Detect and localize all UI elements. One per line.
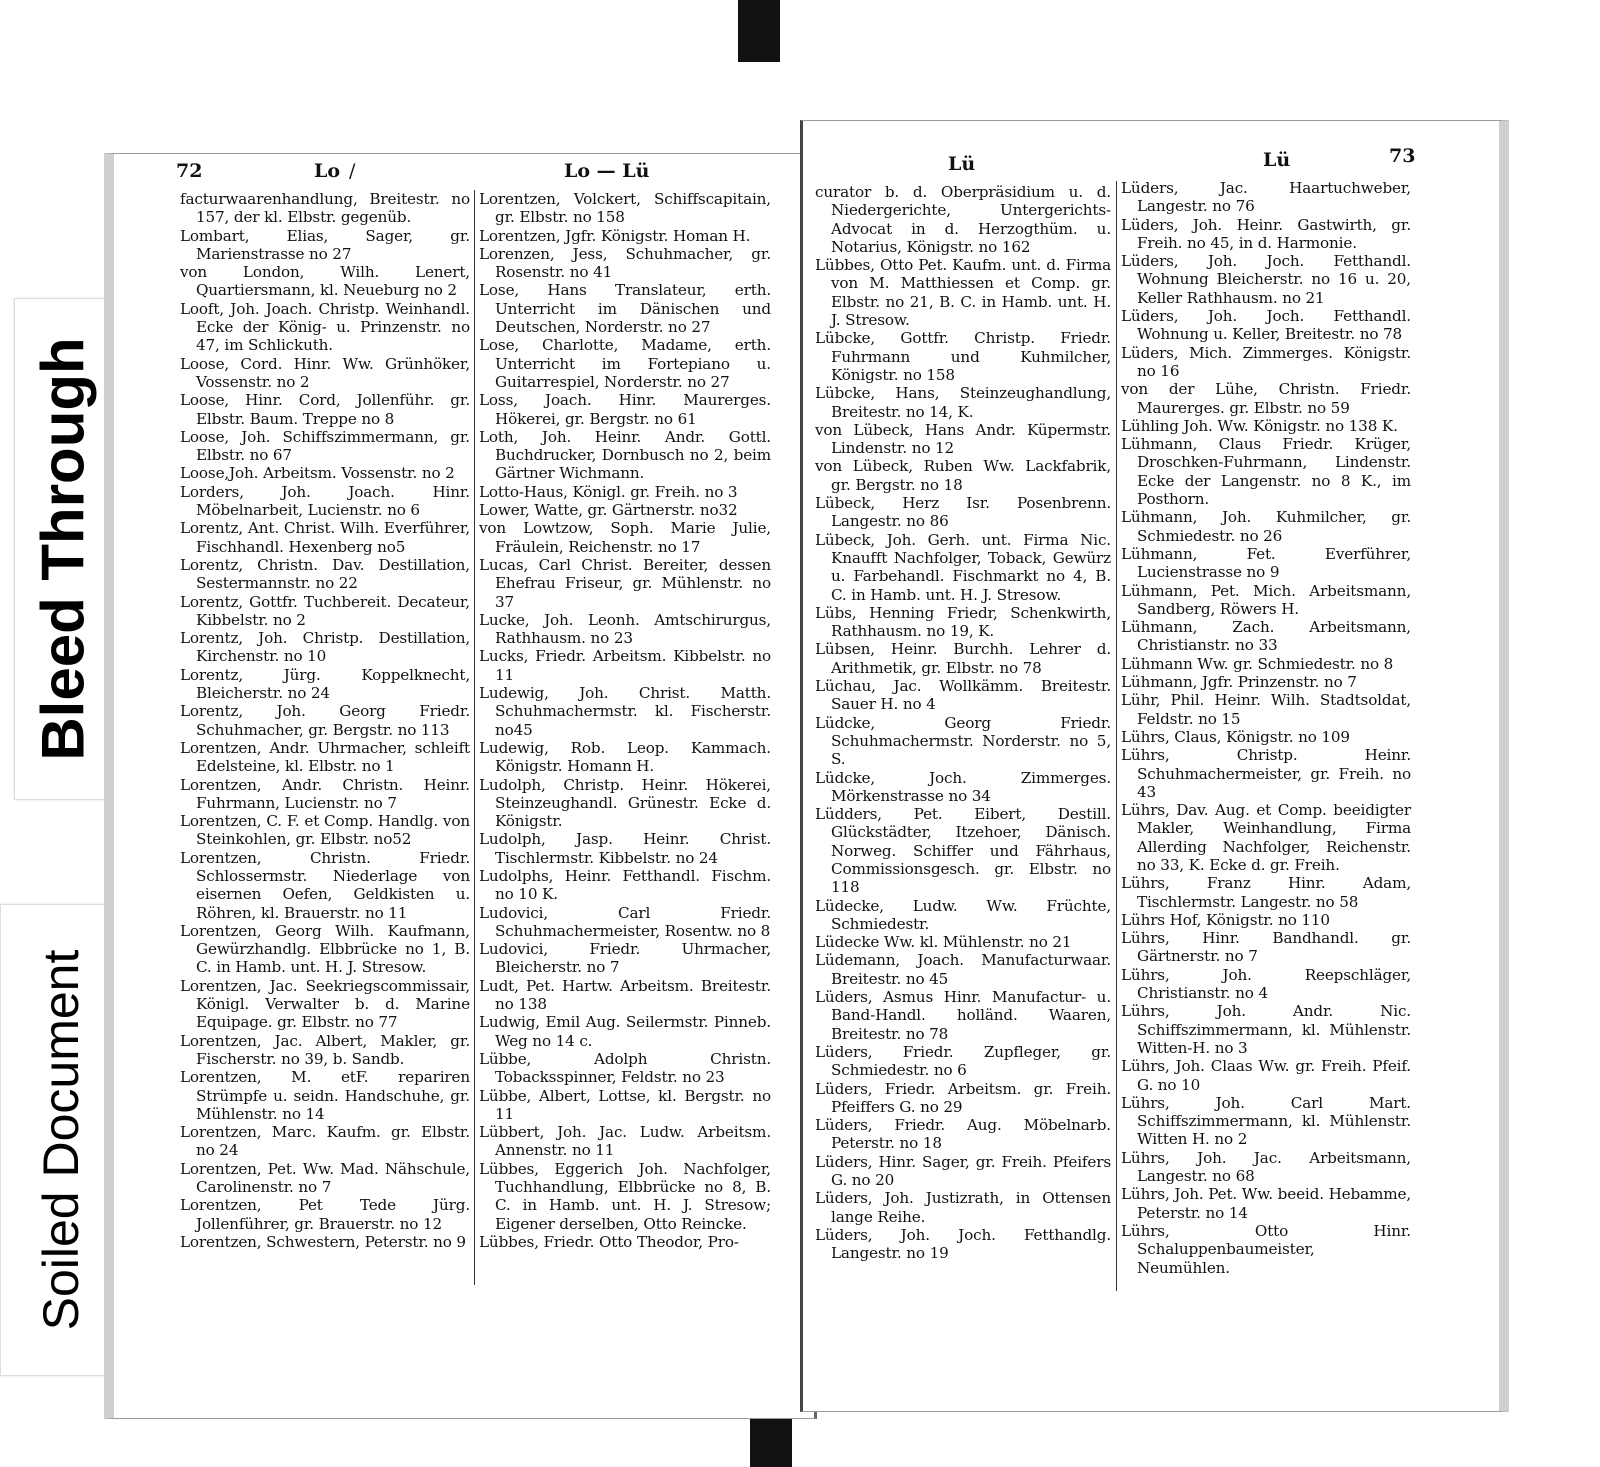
directory-entry: Lorentz, Christn. Dav. Destillation, Sestermannstr. no 22 <box>180 555 470 593</box>
directory-entry: Ludolph, Christp. Heinr. Hökerei, Steinzeughandl. Grünestr. Ecke d. Königstr. <box>479 775 771 831</box>
directory-entry: von der Lühe, Christn. Friedr. Maurerges. gr. Elbstr. no 59 <box>1121 380 1411 417</box>
directory-entry: Lower, Watte, gr. Gärtnerstr. no32 <box>479 501 738 520</box>
left-page-column-2 <box>479 190 771 1251</box>
directory-entry: Lucks, Friedr. Arbeitsm. Kibbelstr. no 11 <box>479 647 771 684</box>
directory-entry: von Lowtzow, Soph. Marie Julie, Fräulein, Reichenstr. no 17 <box>479 519 771 556</box>
directory-entry: Lüdecke Ww. kl. Mühlenstr. no 21 <box>815 933 1072 952</box>
bleed-through-text: Bleed Through <box>29 337 97 761</box>
directory-entry: Lüchau, Jac. Wollkämm. Breitestr. Sauer H. no 4 <box>815 677 1111 714</box>
directory-entry: Lüders, Joh. Justizrath, in Ottensen lange Reihe. <box>815 1189 1111 1226</box>
directory-entry: Lübeck, Joh. Gerh. unt. Firma Nic. Knaufft Nachfolger, Toback, Gewürz u. Farbehandl. Fischmarkt no 4, B. C. in Hamb. unt. H. J. Stresow. <box>815 530 1111 604</box>
directory-entry: Lühmann, Zach. Arbeitsmann, Christianstr. no 33 <box>1121 618 1411 655</box>
directory-entry: Loose, Joh. Schiffszimmermann, gr. Elbstr. no 67 <box>180 427 470 465</box>
directory-entry: Ludewig, Joh. Christ. Matth. Schuhmachermstr. kl. Fischerstr. no45 <box>479 684 771 739</box>
directory-entry: Lüdemann, Joach. Manufacturwaar. Breitestr. no 45 <box>815 951 1111 988</box>
directory-entry: Lührs, Hinr. Bandhandl. gr. Gärtnerstr. no 7 <box>1121 929 1411 966</box>
right-head-right: Lü <box>1263 149 1291 171</box>
directory-entry: Lühmann, Joh. Kuhmilcher, gr. Schmiedestr. no 26 <box>1121 508 1411 545</box>
spine-bar-top <box>738 0 780 62</box>
directory-entry: Lührs, Joh. Carl Mart. Schiffszimmermann, kl. Mühlenstr. Witten H. no 2 <box>1121 1093 1411 1149</box>
directory-entry: Lühling Joh. Ww. Königstr. no 138 K. <box>1121 416 1398 435</box>
directory-entry: facturwaarenhandlung, Breitestr. no 157, der kl. Elbstr. gegenüb. <box>180 190 470 227</box>
directory-entry: Lühr, Phil. Heinr. Wilh. Stadtsoldat, Feldstr. no 15 <box>1121 691 1411 728</box>
directory-entry: Loose, Cord. Hinr. Ww. Grünhöker, Vossenstr. no 2 <box>180 354 470 391</box>
left-page <box>104 153 817 1419</box>
directory-entry: Lorentzen, Marc. Kaufm. gr. Elbstr. no 24 <box>180 1123 470 1160</box>
directory-entry: Lührs, Joh. Pet. Ww. beeid. Hebamme, Peterstr. no 14 <box>1121 1185 1411 1222</box>
directory-entry: Loose, Hinr. Cord, Jollenführ. gr. Elbstr. Baum. Treppe no 8 <box>180 391 470 428</box>
directory-entry: Lübbert, Joh. Jac. Ludw. Arbeitsm. Annenstr. no 11 <box>479 1123 771 1160</box>
directory-entry: Lüders, Friedr. Arbeitsm. gr. Freih. Pfeiffers G. no 29 <box>815 1079 1111 1116</box>
directory-entry: Lorentzen, Andr. Uhrmacher, schleift Edelsteine, kl. Elbstr. no 1 <box>180 738 470 776</box>
directory-entry: Lorentzen, Pet Tede Jürg. Jollenführer, gr. Brauerstr. no 12 <box>180 1196 470 1233</box>
left-head-left: Lo <box>314 160 341 182</box>
left-head-right: Lo — Lü <box>564 160 650 182</box>
right-page-column-1 <box>815 183 1111 1263</box>
directory-entry: Lübbes, Eggerich Joh. Nachfolger, Tuchhandlung, Elbbrücke no 8, B. C. in Hamb. unt. H. J. Stresow; Eigener derselben, Otto Reincke. <box>479 1159 771 1233</box>
directory-entry: Lüders, Asmus Hinr. Manufactur- u. Band-Handl. holländ. Waaren, Breitestr. no 78 <box>815 988 1111 1043</box>
directory-entry: Lorentz, Ant. Christ. Wilh. Everführer, Fischhandl. Hexenberg no5 <box>180 519 470 556</box>
directory-entry: Lorentzen, Jac. Albert, Makler, gr. Fischerstr. no 39, b. Sandb. <box>180 1031 470 1068</box>
directory-entry: Lorentzen, M. etF. repariren Strümpfe u. seidn. Handschuhe, gr. Mühlenstr. no 14 <box>180 1068 470 1123</box>
directory-entry: Lühmann, Claus Friedr. Krüger, Droschken-Fuhrmann, Lindenstr. Ecke der Langenstr. no 8 K., im Posthorn. <box>1121 435 1411 509</box>
directory-entry: Lorentz, Jürg. Koppelknecht, Bleicherstr. no 24 <box>180 665 470 703</box>
directory-entry: Ludovici, Friedr. Uhrmacher, Bleicherstr. no 7 <box>479 940 771 977</box>
soiled-document-text: Soiled Document <box>33 949 89 1331</box>
directory-entry: Lührs Hof, Königstr. no 110 <box>1121 910 1330 929</box>
directory-entry: Lorentz, Gottfr. Tuchbereit. Decateur, Kibbelstr. no 2 <box>180 592 470 629</box>
directory-entry: Lorentz, Joh. Georg Friedr. Schuhmacher, gr. Bergstr. no 113 <box>180 702 470 739</box>
directory-entry: Lüdcke, Joch. Zimmerges. Mörkenstrasse no 34 <box>815 768 1111 805</box>
directory-entry: Lührs, Dav. Aug. et Comp. beeidigter Makler, Weinhandlung, Firma Allerding Nachfolger, Reichenstr. no 33, K. Ecke d. gr. Freih. <box>1121 801 1411 874</box>
directory-entry: Lüders, Mich. Zimmerges. Königstr. no 16 <box>1121 343 1411 380</box>
directory-entry: Lucke, Joh. Leonh. Amtschirurgus, Rathhausm. no 23 <box>479 610 771 648</box>
directory-entry: Lührs, Otto Hinr. Schaluppenbaumeister, Neumühlen. <box>1121 1221 1411 1277</box>
directory-entry: Lorders, Joh. Joach. Hinr. Möbelnarbeit, Lucienstr. no 6 <box>180 482 470 520</box>
right-page-column-2 <box>1121 179 1411 1277</box>
directory-entry: Lorentzen, Andr. Christn. Heinr. Fuhrmann, Lucienstr. no 7 <box>180 775 470 812</box>
directory-entry: Ludt, Pet. Hartw. Arbeitsm. Breitestr. no 138 <box>479 976 771 1014</box>
directory-entry: Lüdcke, Georg Friedr. Schuhmachermstr. Norderstr. no 5, S. <box>815 713 1111 769</box>
directory-entry: Lüders, Hinr. Sager, gr. Freih. Pfeifers G. no 20 <box>815 1152 1111 1190</box>
right-page <box>800 120 1509 1412</box>
directory-entry: Lührs, Joh. Claas Ww. gr. Freih. Pfeif. G. no 10 <box>1121 1057 1411 1094</box>
left-head-mark: / <box>349 160 356 182</box>
directory-entry: Lüders, Jac. Haartuchweber, Langestr. no 76 <box>1121 179 1411 216</box>
directory-entry: Lüders, Joh. Heinr. Gastwirth, gr. Freih. no 45, in d. Harmonie. <box>1121 215 1411 252</box>
directory-entry: von Lübeck, Hans Andr. Küpermstr. Lindenstr. no 12 <box>815 420 1111 458</box>
directory-entry: Lübbes, Friedr. Otto Theodor, Pro- <box>479 1232 739 1251</box>
bleed-through-label <box>14 298 112 800</box>
right-column-rule <box>1116 181 1117 1291</box>
directory-entry: Lüders, Joh. Joch. Fetthandlg. Langestr. no 19 <box>815 1225 1111 1263</box>
directory-entry: Lombart, Elias, Sager, gr. Marienstrasse no 27 <box>180 226 470 263</box>
directory-entry: Lübcke, Gottfr. Christp. Friedr. Fuhrmann und Kuhmilcher, Königstr. no 158 <box>815 329 1111 384</box>
directory-entry: Ludolphs, Heinr. Fetthandl. Fischm. no 10 K. <box>479 866 771 904</box>
directory-entry: Lührs, Franz Hinr. Adam, Tischlermstr. Langestr. no 58 <box>1121 874 1411 911</box>
left-page-number: 72 <box>176 160 203 182</box>
directory-entry: Lührs, Claus, Königstr. no 109 <box>1121 727 1350 746</box>
directory-entry: Lorentzen, C. F. et Comp. Handlg. von Steinkohlen, gr. Elbstr. no52 <box>180 812 470 849</box>
directory-entry: Lorentzen, Pet. Ww. Mad. Nähschule, Carolinenstr. no 7 <box>180 1159 470 1197</box>
directory-entry: Lorentzen, Jac. Seekriegscommissair, Königl. Verwalter b. d. Marine Equipage. gr. Elbstr. no 77 <box>180 976 470 1032</box>
directory-entry: Lorentzen, Schwestern, Peterstr. no 9 <box>180 1232 466 1251</box>
directory-entry: Lüders, Friedr. Aug. Möbelnarb. Peterstr. no 18 <box>815 1116 1111 1153</box>
directory-entry: Lübs, Henning Friedr, Schenkwirth, Rathhausm. no 19, K. <box>815 603 1111 641</box>
right-head-left: Lü <box>948 153 976 175</box>
directory-entry: Ludewig, Rob. Leop. Kammach. Königstr. Homann H. <box>479 738 771 776</box>
directory-entry: Lübcke, Hans, Steinzeughandlung, Breitestr. no 14, K. <box>815 384 1111 421</box>
directory-entry: Lüders, Joh. Joch. Fetthandl. Wohnung Bleicherstr. no 16 u. 20, Keller Rathhausm. no 21 <box>1121 252 1411 307</box>
directory-entry: Lübbe, Albert, Lottse, kl. Bergstr. no 11 <box>479 1086 771 1123</box>
left-page-column-1 <box>180 190 470 1251</box>
directory-entry: Lorentzen, Jgfr. Königstr. Homan H. <box>479 226 751 245</box>
directory-entry: Ludolph, Jasp. Heinr. Christ. Tischlermstr. Kibbelstr. no 24 <box>479 830 771 867</box>
directory-entry: Lorentzen, Volckert, Schiffscapitain, gr. Elbstr. no 158 <box>479 190 771 227</box>
directory-entry: Lührs, Christp. Heinr. Schuhmachermeister, gr. Freih. no 43 <box>1121 746 1411 801</box>
directory-entry: Loose,Joh. Arbeitsm. Vossenstr. no 2 <box>180 464 455 483</box>
directory-entry: Ludovici, Carl Friedr. Schuhmachermeister, Rosentw. no 8 <box>479 903 771 940</box>
directory-entry: Ludwig, Emil Aug. Seilermstr. Pinneb. Weg no 14 c. <box>479 1013 771 1050</box>
directory-entry: Lührs, Joh. Andr. Nic. Schiffszimmermann, kl. Mühlenstr. Witten-H. no 3 <box>1121 1002 1411 1057</box>
directory-entry: Lübsen, Heinr. Burchh. Lehrer d. Arithmetik, gr. Elbstr. no 78 <box>815 640 1111 677</box>
directory-entry: Lüdders, Pet. Eibert, Destill. Glückstädter, Itzehoer, Dänisch. Norweg. Schiffer und Fährhaus, Commissionsgesch. gr. Elbstr. no 118 <box>815 805 1111 897</box>
directory-entry: Lüders, Joh. Joch. Fetthandl. Wohnung u. Keller, Breitestr. no 78 <box>1121 307 1411 344</box>
directory-entry: Lübbes, Otto Pet. Kaufm. unt. d. Firma von M. Matthiessen et Comp. gr. Elbstr. no 21, B. C. in Hamb. unt. H. J. Stresow. <box>815 256 1111 330</box>
directory-entry: Lotto-Haus, Königl. gr. Freih. no 3 <box>479 482 738 501</box>
directory-entry: Lorentz, Joh. Christp. Destillation, Kirchenstr. no 10 <box>180 629 470 666</box>
right-page-number: 73 <box>1389 145 1416 167</box>
directory-entry: Lorenzen, Jess, Schuhmacher, gr. Rosenstr. no 41 <box>479 244 771 282</box>
directory-entry: Loth, Joh. Heinr. Andr. Gottl. Buchdrucker, Dornbusch no 2, beim Gärtner Wichmann. <box>479 427 771 483</box>
directory-entry: Lühmann, Jgfr. Prinzenstr. no 7 <box>1121 673 1357 692</box>
directory-entry: Lühmann Ww. gr. Schmiedestr. no 8 <box>1121 654 1394 673</box>
directory-entry: Loss, Joach. Hinr. Maurerges. Hökerei, gr. Bergstr. no 61 <box>479 391 771 428</box>
directory-entry: Lüdecke, Ludw. Ww. Früchte, Schmiedestr. <box>815 896 1111 933</box>
directory-entry: von Lübeck, Ruben Ww. Lackfabrik, gr. Bergstr. no 18 <box>815 457 1111 494</box>
directory-entry: Looft, Joh. Joach. Christp. Weinhandl. Ecke der König- u. Prinzenstr. no 47, im Schlickuth. <box>180 299 470 355</box>
directory-entry: Lühmann, Fet. Everführer, Lucienstrasse no 9 <box>1121 544 1411 582</box>
directory-entry: Lübbe, Adolph Christn. Tobacksspinner, Feldstr. no 23 <box>479 1049 771 1087</box>
left-column-rule <box>474 190 475 1285</box>
directory-entry: curator b. d. Oberpräsidium u. d. Niedergerichte, Untergerichts-Advocat in d. Herzogthüm. u. Notarius, Königstr. no 162 <box>815 183 1111 256</box>
directory-entry: Lührs, Joh. Jac. Arbeitsmann, Langestr. no 68 <box>1121 1148 1411 1186</box>
directory-entry: Lose, Charlotte, Madame, erth. Unterricht im Fortepiano u. Guitarrespiel, Norderstr. no 27 <box>479 336 771 391</box>
directory-entry: Lührs, Joh. Reepschläger, Christianstr. no 4 <box>1121 965 1411 1003</box>
directory-entry: Lühmann, Pet. Mich. Arbeitsmann, Sandberg, Röwers H. <box>1121 581 1411 618</box>
directory-entry: Lüders, Friedr. Zupfleger, gr. Schmiedestr. no 6 <box>815 1042 1111 1080</box>
directory-entry: Lorentzen, Georg Wilh. Kaufmann, Gewürzhandlg. Elbbrücke no 1, B. C. in Hamb. unt. H. J. Stresow. <box>180 921 470 977</box>
directory-entry: Lorentzen, Christn. Friedr. Schlossermstr. Niederlage von eisernen Oefen, Geldkisten u. Röhren, kl. Brauerstr. no 11 <box>180 848 470 922</box>
directory-entry: von London, Wilh. Lenert, Quartiersmann, kl. Neueburg no 2 <box>180 263 470 300</box>
directory-entry: Lose, Hans Translateur, erth. Unterricht im Dänischen und Deutschen, Norderstr. no 27 <box>479 281 771 337</box>
directory-entry: Lübeck, Herz Isr. Posenbrenn. Langestr. no 86 <box>815 494 1111 531</box>
directory-entry: Lucas, Carl Christ. Bereiter, dessen Ehefrau Friseur, gr. Mühlenstr. no 37 <box>479 555 771 611</box>
